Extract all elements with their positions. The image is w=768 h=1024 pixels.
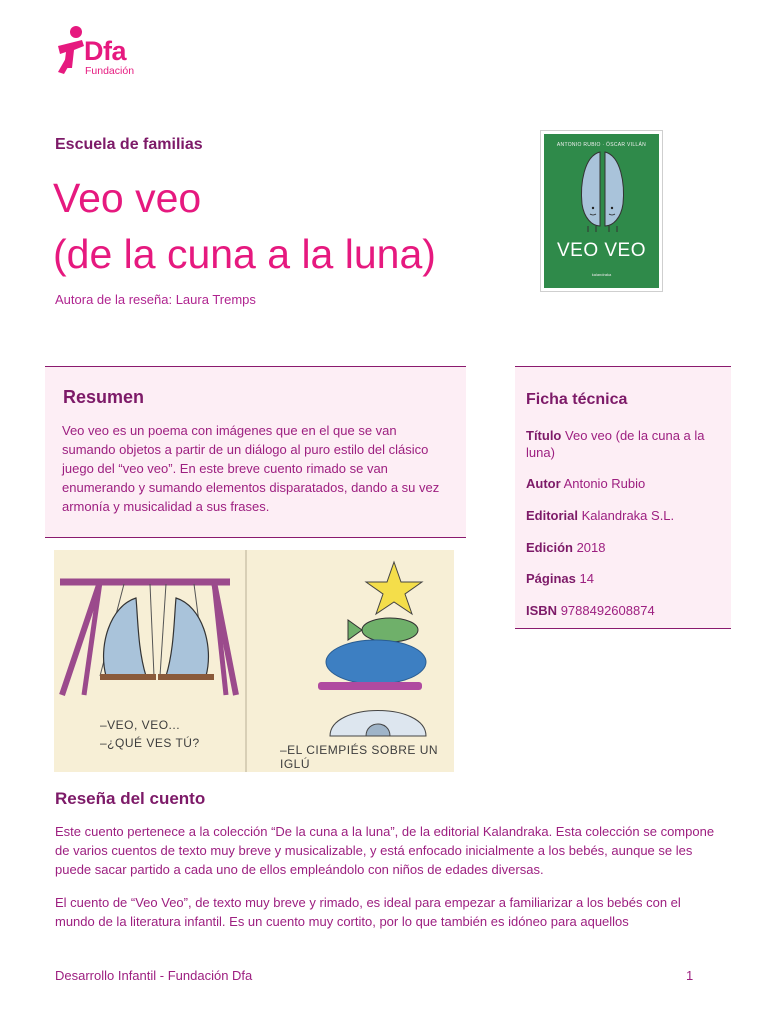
dfa-figure-icon <box>54 24 88 76</box>
page-title-line2: (de la cuna a la luna) <box>53 231 436 277</box>
sheet-label: Título <box>526 428 562 443</box>
book-cover <box>540 130 663 292</box>
sheet-label: Autor <box>526 476 561 491</box>
logo-brand: Dfa <box>84 36 127 66</box>
review-paragraph-2: El cuento de “Veo Veo”, de texto muy breve y rimado, es ideal para empezar a familiarizar a los bebés con el mundo de la literatura infantil. Es un cuento muy cortito, por lo que también es idóneo para aquellos <box>55 895 681 929</box>
sheet-label: Editorial <box>526 508 579 523</box>
summary-text: Veo veo es un poema con imágenes que en el que se van sumando objetos a partir de un diálogo al puro estilo del clásico juego del “veo veo”. En este breve cuento rimado se van enumerando y sumando elementos disparatados, dando a su vez armonía y musicalidad a sus frases. <box>62 423 440 514</box>
sheet-row-pages <box>526 570 726 587</box>
review-author: Autora de la reseña: Laura Tremps <box>55 292 256 307</box>
logo-subtitle: Fundación <box>85 65 135 77</box>
sheet-value: Antonio Rubio <box>563 476 646 491</box>
sheet-row-publisher <box>526 507 726 524</box>
technical-sheet <box>515 366 731 629</box>
school-label: Escuela de familias <box>55 136 203 153</box>
page-title-line1: Veo veo <box>53 175 202 221</box>
summary-heading: Resumen <box>63 387 145 407</box>
sheet-label: ISBN <box>526 603 558 618</box>
sheet-value: 9788492608874 <box>560 603 655 618</box>
cover-authors: ANTONIO RUBIO · ÓSCAR VILLÁN <box>556 142 647 148</box>
cover-title: VEO VEO <box>556 240 647 261</box>
book-illustration <box>54 550 454 772</box>
page-fold <box>245 550 247 772</box>
cover-publisher: kalandraka <box>591 272 612 277</box>
caption-left-2: –¿QUÉ VES TÚ? <box>100 736 200 750</box>
sheet-value: 14 <box>579 571 594 586</box>
caption-left-1: –VEO, VEO... <box>100 718 181 732</box>
review-paragraph-1: Este cuento pertenece a la colección “De la cuna a la luna”, de la editorial Kalandraka. Esta colección se compone de varios cuentos de texto muy breve y musicalizable, y está enfocado inicialmente a los bebés, aunque se les puede sacar partido a cada uno de ellos empleándolo con niños de edades diversas. <box>55 824 715 877</box>
sheet-value: Kalandraka S.L. <box>581 508 675 523</box>
cover-moons-illustration <box>544 134 659 288</box>
summary-box <box>45 366 466 538</box>
sheet-value: Veo veo (de la cuna a la luna) <box>526 428 705 460</box>
sheet-row-edition <box>526 539 726 556</box>
sheet-row-title <box>526 427 726 461</box>
sheet-value: 2018 <box>576 540 606 555</box>
review-heading: Reseña del cuento <box>55 789 206 808</box>
sheet-row-isbn <box>526 602 726 619</box>
caption-right: –EL CIEMPIÉS SOBRE UN IGLÚ <box>280 743 439 771</box>
technical-sheet-heading: Ficha técnica <box>526 391 628 408</box>
sheet-label: Edición <box>526 540 573 555</box>
footer-text: Desarrollo Infantil - Fundación Dfa <box>55 968 253 983</box>
dfa-logo <box>54 24 174 80</box>
sheet-row-author <box>526 475 726 492</box>
page-number: 1 <box>686 968 694 983</box>
sheet-label: Páginas <box>526 571 576 586</box>
